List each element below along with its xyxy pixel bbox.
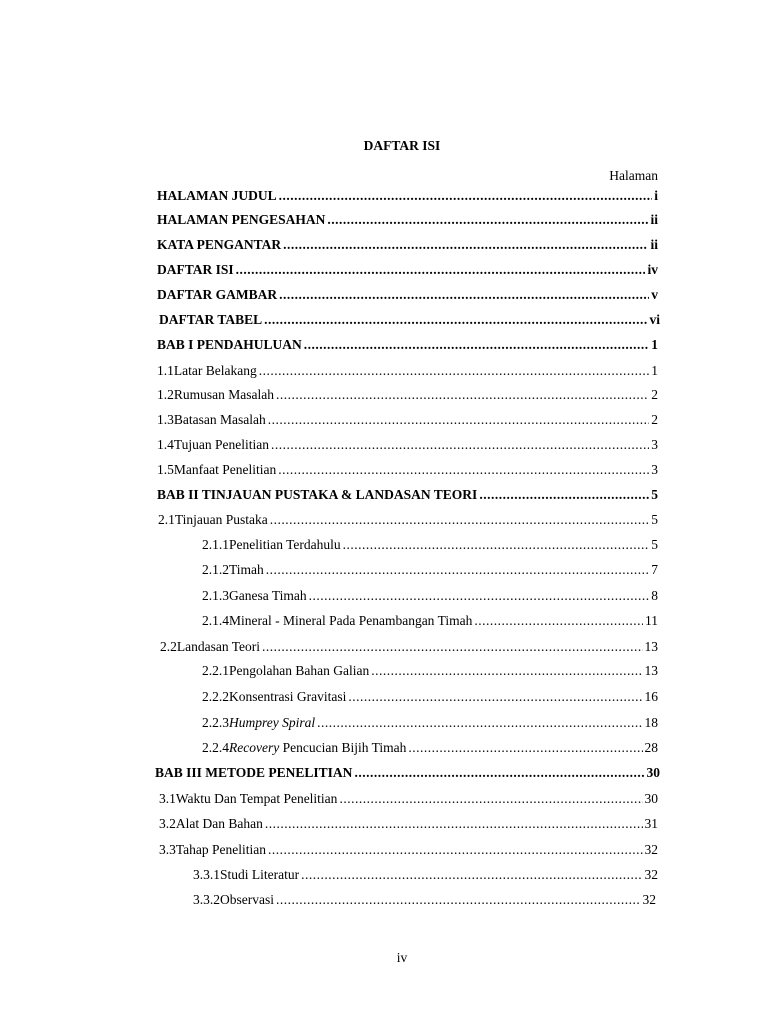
toc-entry (159, 789, 658, 809)
toc-entry-number: 3.3.1 (193, 867, 220, 882)
toc-entry-number: 2.1 (158, 512, 175, 527)
dot-leader (309, 586, 650, 606)
toc-entry-page: 7 (651, 562, 658, 577)
toc-entry (157, 186, 658, 206)
toc-entry-page: 1 (651, 337, 658, 352)
toc-entry (159, 814, 658, 834)
toc-entry (202, 560, 658, 580)
toc-entry (157, 260, 658, 280)
toc-entry-page: v (651, 287, 658, 302)
toc-entry-number: 1.2 (157, 387, 174, 402)
toc-entry (157, 285, 658, 305)
toc-entry (157, 235, 658, 255)
dot-leader (408, 738, 642, 758)
toc-entry-number: 2.2.3 (202, 715, 229, 730)
toc-entry-title: Tujuan Penelitian (173, 437, 270, 452)
toc-entry-number: 1.5 (157, 462, 174, 477)
toc-entry-title: DAFTAR GAMBAR (157, 287, 278, 302)
toc-entry-page: 32 (642, 892, 656, 907)
toc-entry-title: Waktu Dan Tempat Penelitian (175, 791, 338, 806)
toc-entry (202, 586, 658, 606)
toc-entry-number: 1.4 (157, 437, 174, 452)
toc-entry (157, 335, 658, 355)
toc-entry-page: 1 (651, 363, 658, 378)
toc-entry-title: DAFTAR ISI (157, 262, 234, 277)
toc-entry-page: 32 (644, 842, 658, 857)
toc-entry-title: KATA PENGANTAR (157, 237, 282, 252)
toc-entry-title: Latar Belakang (173, 363, 257, 378)
dot-leader (301, 865, 642, 885)
toc-entry-page: 18 (644, 715, 658, 730)
toc-entry-title-italic: Humprey Spiral (229, 715, 316, 730)
toc-entry-title: DAFTAR TABEL (159, 312, 263, 327)
toc-entry-title: Tinjauan Pustaka (174, 512, 268, 527)
toc-entry (158, 510, 658, 530)
toc-entry-title: Ganesa Timah (229, 588, 307, 603)
toc-entry (157, 385, 658, 405)
dot-leader (276, 890, 641, 910)
toc-entry-title: Penelitian Terdahulu (229, 537, 341, 552)
toc-entry-page: 8 (651, 588, 658, 603)
dot-leader (264, 310, 647, 330)
toc-entry (202, 713, 658, 733)
toc-entry-number: 2.2.1 (202, 663, 229, 678)
toc-entry-title: Rumusan Masalah (173, 387, 274, 402)
toc-entry-page: 5 (651, 512, 658, 527)
toc-entry-number: 2.1.1 (202, 537, 229, 552)
toc-entry-title: HALAMAN PENGESAHAN (157, 212, 326, 227)
toc-entry-title: Studi Literatur (220, 867, 300, 882)
toc-entry-page: 28 (644, 740, 658, 755)
toc-entry-title: Manfaat Penelitian (173, 462, 277, 477)
toc-entry-title-rest: Pencucian Bijih Timah (279, 740, 407, 755)
toc-entry-number: 1.1 (157, 363, 174, 378)
dot-leader (270, 510, 649, 530)
toc-entry-page: ii (650, 212, 658, 227)
toc-entry (202, 535, 658, 555)
dot-leader (276, 385, 649, 405)
toc-entry-title: Timah (229, 562, 264, 577)
toc-entry-page: 5 (651, 537, 658, 552)
toc-entry-page: 31 (644, 816, 658, 831)
dot-leader (268, 410, 650, 430)
dot-leader (317, 713, 642, 733)
toc-entry-page: 32 (644, 867, 658, 882)
toc-entry-page: 3 (651, 437, 658, 452)
toc-entry (159, 840, 658, 860)
dot-leader (259, 361, 650, 381)
toc-entry (159, 310, 660, 330)
toc-entry (202, 687, 658, 707)
toc-entry-title: Pengolahan Bahan Galian (229, 663, 370, 678)
dot-leader (327, 210, 648, 230)
toc-entry-title-italic: Recovery (229, 740, 280, 755)
toc-entry-number: 2.2.4 (202, 740, 229, 755)
toc-entry (193, 890, 656, 910)
toc-entry-page: 13 (644, 663, 658, 678)
toc-entry (202, 611, 658, 631)
dot-leader (343, 535, 650, 555)
toc-entry-title: Alat Dan Bahan (175, 816, 263, 831)
toc-entry (160, 637, 658, 657)
toc-entry-title: HALAMAN JUDUL (157, 188, 277, 203)
dot-leader (266, 560, 649, 580)
toc-entry-number: 3.2 (159, 816, 176, 831)
toc-entry-page: 5 (651, 487, 658, 502)
dot-leader (348, 687, 642, 707)
toc-entry-number: 2.1.4 (202, 613, 229, 628)
toc-entry-page: 30 (644, 791, 658, 806)
toc-entry (157, 210, 658, 230)
toc-entry-number: 3.1 (159, 791, 176, 806)
toc-entry-number: 2.2.2 (202, 689, 229, 704)
toc-entry-page: i (654, 188, 658, 203)
toc-entry-title: BAB I PENDAHULUAN (157, 337, 302, 352)
dot-leader (278, 460, 649, 480)
toc-entry-title (229, 738, 406, 758)
dot-leader (371, 661, 642, 681)
toc-entry (157, 361, 658, 381)
toc-entry-page: 3 (651, 462, 658, 477)
dot-leader (268, 840, 642, 860)
page-column-header: Halaman (609, 168, 658, 183)
toc-entry-number: 2.1.3 (202, 588, 229, 603)
toc-entry-title: Landasan Teori (176, 639, 261, 654)
toc-entry-page: 2 (651, 387, 658, 402)
dot-leader (279, 186, 653, 206)
dot-leader (279, 285, 649, 305)
toc-entry-title: BAB II TINJAUAN PUSTAKA & LANDASAN TEORI (157, 487, 478, 502)
toc-entry-page: iv (647, 262, 658, 277)
toc-entry-page: vi (649, 312, 660, 327)
dot-leader (236, 260, 646, 280)
toc-entry-number: 1.3 (157, 412, 174, 427)
dot-leader (271, 435, 649, 455)
dot-leader (474, 611, 643, 631)
toc-entry-page: 13 (644, 639, 658, 654)
dot-leader (339, 789, 642, 809)
toc-entry-page: ii (650, 237, 658, 252)
toc-entry-number: 3.3.2 (193, 892, 220, 907)
toc-entry-title: BAB III METODE PENELITIAN (155, 765, 353, 780)
toc-entry-page: 11 (645, 613, 658, 628)
document-title: DAFTAR ISI (363, 138, 441, 153)
toc-entry (157, 410, 658, 430)
toc-entry-page: 30 (646, 765, 660, 780)
toc-entry (157, 435, 658, 455)
dot-leader (265, 814, 643, 834)
toc-entry-title: Observasi (220, 892, 274, 907)
toc-entry (202, 738, 658, 758)
dot-leader (354, 763, 644, 783)
dot-leader (283, 235, 648, 255)
toc-entry (157, 485, 658, 505)
toc-entry-title (229, 713, 315, 733)
dot-leader (262, 637, 642, 657)
toc-entry-number: 3.3 (159, 842, 176, 857)
dot-leader (479, 485, 649, 505)
toc-entry (202, 661, 658, 681)
toc-entry-page: 2 (651, 412, 658, 427)
toc-entry-title: Batasan Masalah (173, 412, 266, 427)
toc-entry-title: Tahap Penelitian (175, 842, 267, 857)
toc-entry (193, 865, 658, 885)
toc-entry-page: 16 (644, 689, 658, 704)
toc-entry-title: Mineral - Mineral Pada Penambangan Timah (229, 613, 473, 628)
toc-entry (157, 460, 658, 480)
toc-entry-title: Konsentrasi Gravitasi (229, 689, 347, 704)
toc-entry-number: 2.1.2 (202, 562, 229, 577)
page-number: iv (396, 950, 408, 965)
toc-entry (155, 763, 660, 783)
dot-leader (304, 335, 649, 355)
toc-entry-number: 2.2 (160, 639, 177, 654)
